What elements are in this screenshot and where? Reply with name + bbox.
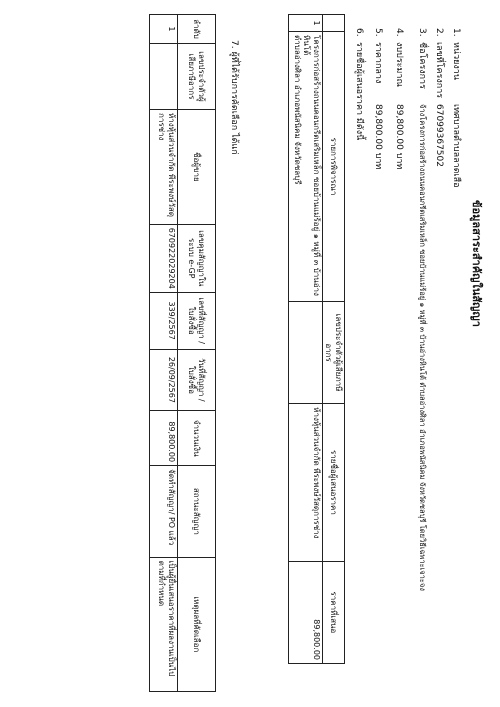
table-header-row: [322, 15, 344, 664]
field-label: ชื่อโครงการ: [417, 42, 427, 89]
field-project-number: [433, 28, 443, 167]
egp-number-cell: 670922029204: [150, 224, 178, 292]
column-header: [322, 15, 344, 32]
vendor-line: ห้างหุ้นส่วนจำกัด พีระพงษ์วัสดุ: [167, 113, 176, 217]
section-7-title: 7. ผู้ที่ได้รับการคัดเลือก ได้แก่: [229, 40, 239, 155]
field-number: 5.: [373, 28, 383, 37]
field-agency: [450, 28, 460, 188]
column-header: สถานะสัญญา: [178, 466, 216, 557]
field-value: มีดังนี้: [354, 117, 364, 141]
column-header: จำนวนเงิน: [178, 411, 216, 466]
field-label: เลขที่โครงการ: [434, 42, 444, 99]
column-header: ราคาที่เสนอ: [322, 561, 344, 663]
field-value: จ้างโครงการก่อสร้างถนนคอนกรีตเสริมเหล็ก ซอยบ้านแม่ร้อยู่ ๑ หมู่ที่ ๓ บ้านอ่างหินโต้ ตำบลอ่างศิลา อำเภอพนัสนิคม จังหวัดชลบุรี โดยวิธีเฉพาะเจาะจง: [418, 104, 427, 591]
column-header: เหตุผลที่คัดเลือก: [178, 557, 216, 691]
field-number: 4.: [394, 28, 404, 37]
field-number: 2.: [434, 28, 444, 37]
bidders-table: [288, 14, 345, 664]
field-value: 89,800.00 บาท: [373, 104, 383, 170]
field-number: 3.: [417, 28, 427, 37]
winners-table: [149, 14, 216, 692]
status-cell: จัดทำสัญญา/ PO แล้ว: [150, 466, 178, 557]
table-row: [150, 15, 178, 692]
item-line: ตำบลอ่างศิลา อำเภอพนัสนิคม จังหวัดชลบุรี: [292, 35, 302, 185]
field-value: 67099367502: [434, 104, 444, 167]
column-header: ลำดับ: [178, 15, 216, 44]
tax-id-cell: [150, 43, 178, 109]
column-header: เลขคุมสัญญาในระบบ e-GP: [178, 224, 216, 292]
field-bidders: [353, 28, 363, 140]
bidder-cell: ห้างหุ้นส่วนจำกัด พีระพงษ์วัสดุการช่าง: [288, 404, 322, 561]
field-median-price: [372, 28, 382, 169]
row-number: 1: [288, 15, 322, 32]
vendor-cell: [150, 110, 178, 225]
field-number: 1.: [451, 28, 461, 37]
field-project-name: [416, 28, 426, 591]
field-value: เทศบาลตำบลลาดเสือ: [451, 104, 461, 188]
vendor-line: การช่าง: [157, 113, 167, 141]
field-budget: [393, 28, 403, 169]
field-value: 89,800.00 บาท: [394, 104, 404, 170]
price-cell: 89,800.00: [288, 561, 322, 663]
column-header: รายการพิจารณา: [322, 32, 344, 302]
column-header: ชื่อผู้ขาย: [178, 110, 216, 225]
table-header-row: [178, 15, 216, 692]
item-cell: [288, 32, 322, 302]
table-row: [288, 15, 322, 664]
amount-cell: 89,800.00: [150, 411, 178, 466]
column-header: เลขประจำตัวผู้เสียภาษีอากร: [178, 43, 216, 109]
item-line: โครงการก่อสร้างถนนคอนกรีตเสริมเหล็ก ซอยบ้านแม่ร้อยู่ ๑ หมู่ที่ ๓ บ้านอ่างหินโต้: [302, 35, 321, 296]
field-label: ราคากลาง: [373, 42, 383, 84]
contract-date-cell: 26/09/2567: [150, 349, 178, 411]
column-header: เลขที่สัญญา / ใบสั่งซื้อ: [178, 292, 216, 349]
field-label: งบประมาณ: [394, 42, 404, 87]
document-title: ข้อมูลสาระสำคัญในสัญญา: [470, 200, 483, 327]
field-number: 6.: [354, 28, 364, 37]
tax-id-cell: [288, 301, 322, 403]
column-header: เลขประจำตัวผู้เสียภาษีอากร: [322, 301, 344, 403]
column-header: รายชื่อผู้เสนอราคา: [322, 404, 344, 561]
field-label: รายชื่อผู้เสนอราคา: [354, 42, 364, 116]
column-header: วันที่สัญญา / ใบสั่งซื้อ: [178, 349, 216, 411]
reason-cell: เป็นผู้ยื่นเสนอราคาที่ผลงานเป็นไปตามที่กำหนด: [150, 557, 178, 691]
field-label: หน่วยงาน: [451, 42, 461, 81]
row-number: 1: [150, 15, 178, 44]
contract-number-cell: 339/2567: [150, 292, 178, 349]
